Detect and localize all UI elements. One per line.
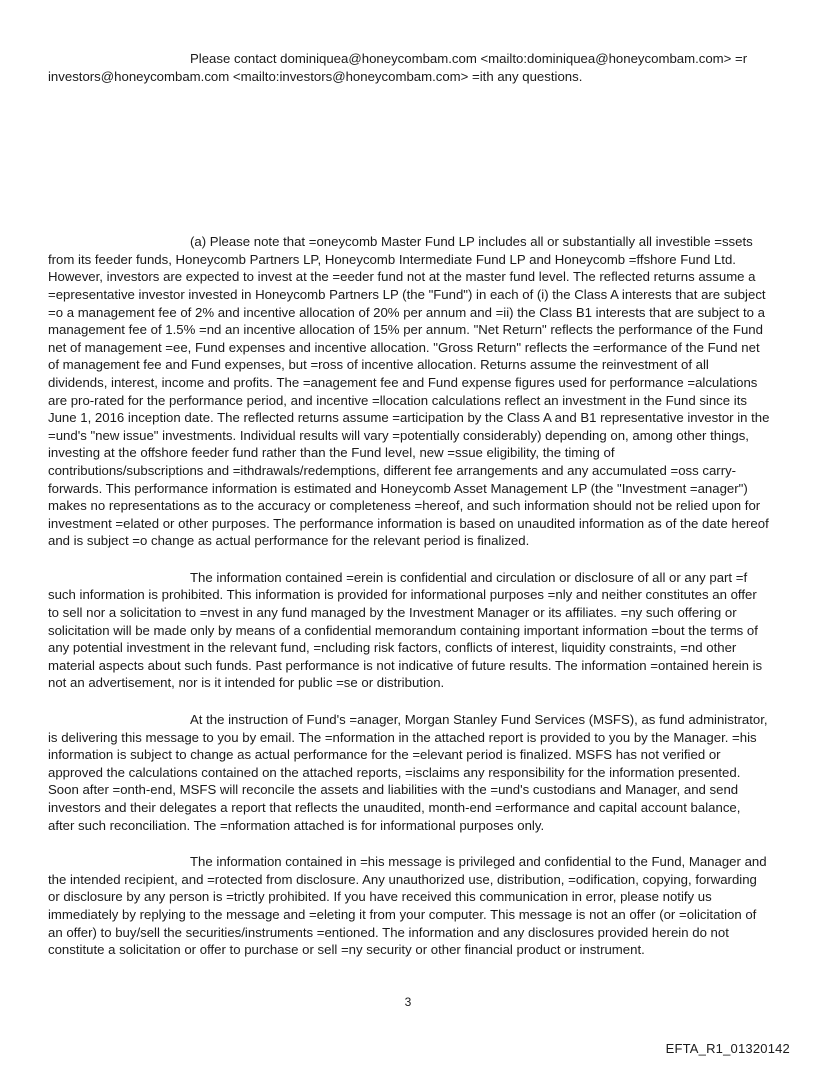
confidentiality-paragraph xyxy=(48,569,770,692)
administrator-paragraph xyxy=(48,711,770,834)
paragraph-text: The information contained in =his message is privileged and confidential to the Fund, Manager and the intended recipient, and =rotected from disclosure. Any unauthorized use, distribution, =odification, copying, forwarding or disclosure by any person is =trictly prohibited. If you have received this communication in error, please notify us immediately by replying to the message and =eleting it from your computer. This message is not an offer (or =olicitation of an offer) to buy/sell the securities/instruments =entioned. The information and any disclosures provided herein do not constitute a solicitation or offer to purchase or sell =ny security or other financial product or instrument. xyxy=(48,854,767,958)
bates-number: EFTA_R1_01320142 xyxy=(665,1041,790,1056)
contact-paragraph xyxy=(48,50,770,85)
paragraph-text: At the instruction of Fund's =anager, Morgan Stanley Fund Services (MSFS), as fund administrator, is delivering this message to you by email. The =nformation in the attached report is provided to you by the Manager. =his information is subject to change as actual performance for the =elevant period is finalized. MSFS has not verified or approved the calculations contained on the attached reports, =isclaims any responsibility for the information presented. Soon after =onth-end, MSFS will reconcile the assets and liabilities with the =und's custodians and Manager, and send investors and their delegates a report that reflects the unaudited, month-end =erformance and capital account balance, after such reconciliation. The =nformation attached is for informational purposes only. xyxy=(48,712,768,833)
paragraph-text: The information contained =erein is confidential and circulation or disclosure of all or any part =f such information is prohibited. This information is provided for informational purposes =nly and neither constitutes an offer to sell nor a solicitation to =nvest in any fund managed by the Investment Manager or its affiliates. =ny such offering or solicitation will be made only by means of a confidential memorandum containing important information =bout the terms of any potential investment in the relevant fund, =ncluding risk factors, conflicts of interest, liquidity constraints, =nd other material aspects about such funds. Past performance is not indicative of future results. The information =ontained herein is not an advertisement, nor is it intended for public =se or distribution. xyxy=(48,569,763,691)
page-number: 3 xyxy=(404,995,412,1009)
paragraph-text: (a) Please note that =oneycomb Master Fund LP includes all or substantially all investible =ssets from its feeder funds, Honeycomb Partners LP, Honeycomb Intermediate Fund LP and Honeycomb =ffshore Fund Ltd. However, investors are expected to invest at the =eeder fund not at the master fund level. The reflected returns assume a =epresentative investor invested in Honeycomb Partners LP (the "Fund") in each of (i) the Class A interests that are subject =o a management fee of 2% and incentive allocation of 20% per annum and =ii) the Class B1 interests that are subject to a management fee of 1.5% =nd an incentive allocation of 15% per annum. "Net Return" reflects the performance of the Fund net of management =ee, Fund expenses and incentive allocation. "Gross Return" reflects the =erformance of the Fund net of management fee and Fund expenses, but =ross of incentive allocation. Returns assume the reinvestment of all dividends, interest, income and profits. The =anagement fee and Fund expense figures used for performance =alculations are pro-rated for the performance period, and incentive =llocation calculations reflect an investment in the Fund since its June 1, 2016 inception date. The reflected returns assume =articipation by the Class A and B1 representative investor in the =und's "new issue" investments. Individual results will vary =potentially considerably) depending on, among other things, investing at the offshore feeder fund rather than the Fund level, new =ssue eligibility, the timing of contributions/subscriptions and =ithdrawals/redemptions, different fee arrangements and any accumulated =oss carry-forwards. This performance information is estimated and Honeycomb Asset Management LP (the "Investment =anager") makes no representations as to the accuracy or completeness =hereof, and such information should not be relied upon for investment =elated or other purposes. The performance information is based on unaudited information as of the date hereof and is subject =o change as actual performance for the relevant period is finalized. xyxy=(48,234,770,549)
document-body xyxy=(48,40,770,959)
privileged-notice-paragraph xyxy=(48,853,770,959)
contact-text: Please contact dominiquea@honeycombam.com <mailto:dominiquea@honeycombam.com> =r investors@honeycombam.com <mailto:investors@honeycombam.com> =ith any questions. xyxy=(48,51,748,84)
performance-disclaimer-paragraph xyxy=(48,233,770,550)
